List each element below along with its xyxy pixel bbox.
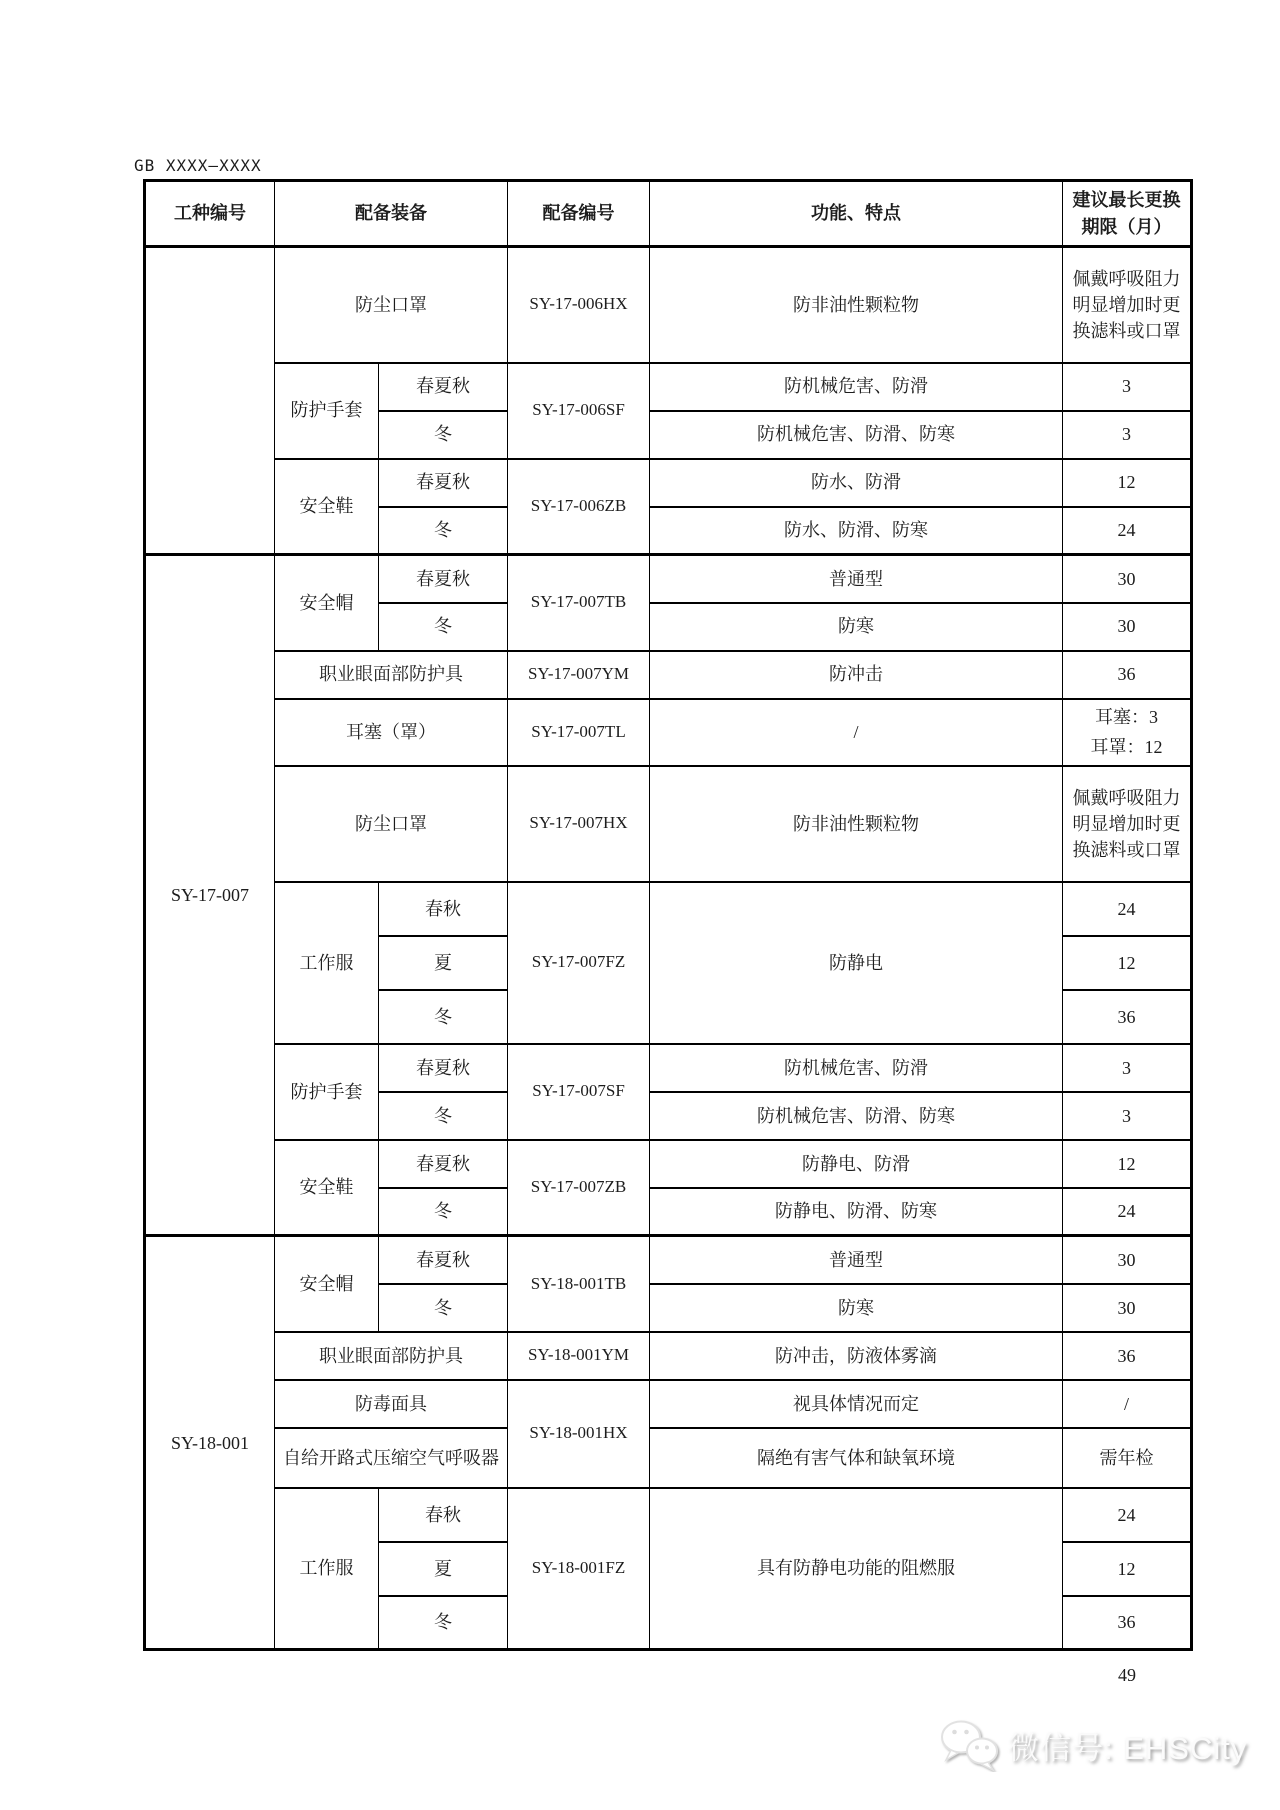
- cell-season: 冬: [379, 1596, 508, 1650]
- cell-equip-code: SY-17-007FZ: [508, 882, 650, 1044]
- cell-season: 夏: [379, 1542, 508, 1596]
- cell-equip-code: SY-17-007TL: [508, 699, 650, 766]
- header-max-period: 建议最长更换期限（月）: [1063, 181, 1192, 247]
- cell-equipment: 耳塞（罩）: [275, 699, 508, 766]
- cell-feature: 防非油性颗粒物: [650, 247, 1063, 363]
- earplug-limit: 耳塞：3: [1095, 706, 1158, 727]
- cell-equip-code: SY-18-001TB: [508, 1236, 650, 1332]
- cell-equip-code: SY-17-007YM: [508, 651, 650, 699]
- cell-season: 夏: [379, 936, 508, 990]
- table-row: [145, 1332, 1192, 1380]
- cell-period: 30: [1063, 555, 1192, 603]
- cell-equip-code: SY-17-007TB: [508, 555, 650, 651]
- cell-equipment: 防护手套: [275, 1044, 379, 1140]
- cell-equipment: 职业眼面部防护具: [275, 1332, 508, 1380]
- table-row: [145, 459, 1192, 507]
- cell-period: /: [1063, 1380, 1192, 1428]
- cell-season: 冬: [379, 1188, 508, 1236]
- cell-season: 冬: [379, 603, 508, 651]
- header-equip-code: 配备编号: [508, 181, 650, 247]
- cell-feature: 防水、防滑: [650, 459, 1063, 507]
- table-row: [145, 1380, 1192, 1428]
- cell-period: 36: [1063, 1596, 1192, 1650]
- cell-season: 冬: [379, 411, 508, 459]
- cell-equipment: 防毒面具: [275, 1380, 508, 1428]
- cell-season: 春夏秋: [379, 1044, 508, 1092]
- earmuff-limit: 耳罩：12: [1090, 737, 1163, 758]
- cell-equipment: 防护手套: [275, 363, 379, 459]
- table-row: [145, 651, 1192, 699]
- cell-period: 3: [1063, 411, 1192, 459]
- cell-period: 30: [1063, 1236, 1192, 1284]
- header-job-code: 工种编号: [145, 181, 275, 247]
- cell-feature: 防寒: [650, 603, 1063, 651]
- cell-period: 36: [1063, 651, 1192, 699]
- table-row: [145, 363, 1192, 411]
- header-features: 功能、特点: [650, 181, 1063, 247]
- cell-equipment: 安全帽: [275, 1236, 379, 1332]
- cell-equipment: 职业眼面部防护具: [275, 651, 508, 699]
- cell-equip-code: SY-18-001FZ: [508, 1488, 650, 1650]
- cell-equip-code: SY-17-007ZB: [508, 1140, 650, 1236]
- cell-period: 3: [1063, 1044, 1192, 1092]
- table-row: [145, 1044, 1192, 1092]
- cell-period: 3: [1063, 1092, 1192, 1140]
- cell-job-code: SY-18-001: [145, 1236, 275, 1650]
- cell-equip-code: SY-17-006SF: [508, 363, 650, 459]
- cell-period: 36: [1063, 990, 1192, 1044]
- cell-period: 24: [1063, 1188, 1192, 1236]
- cell-equip-code: SY-18-001YM: [508, 1332, 650, 1380]
- cell-equip-code: SY-17-007HX: [508, 766, 650, 882]
- cell-season: 春夏秋: [379, 459, 508, 507]
- cell-equipment: 安全帽: [275, 555, 379, 651]
- cell-season: 春夏秋: [379, 1236, 508, 1284]
- table-row: [145, 1140, 1192, 1188]
- cell-feature: 普通型: [650, 555, 1063, 603]
- cell-season: 春秋: [379, 1488, 508, 1542]
- cell-job-code: [145, 247, 275, 555]
- cell-equip-code: SY-17-007SF: [508, 1044, 650, 1140]
- table-row: [145, 699, 1192, 766]
- cell-feature: 防寒: [650, 1284, 1063, 1332]
- cell-equipment: 防尘口罩: [275, 766, 508, 882]
- cell-season: 春夏秋: [379, 363, 508, 411]
- cell-feature: 防机械危害、防滑: [650, 363, 1063, 411]
- cell-feature: 视具体情况而定: [650, 1380, 1063, 1428]
- cell-equipment: 防尘口罩: [275, 247, 508, 363]
- cell-equipment: 工作服: [275, 1488, 379, 1650]
- cell-period: [1063, 699, 1192, 766]
- cell-job-code: SY-17-007: [145, 555, 275, 1236]
- table-row: [145, 247, 1192, 363]
- cell-equip-code: SY-17-006ZB: [508, 459, 650, 555]
- cell-feature: 隔绝有害气体和缺氧环境: [650, 1428, 1063, 1488]
- header-equipment: 配备装备: [275, 181, 508, 247]
- cell-period: 需年检: [1063, 1428, 1192, 1488]
- cell-equipment: 安全鞋: [275, 1140, 379, 1236]
- cell-period: 佩戴呼吸阻力明显增加时更换滤料或口罩: [1063, 766, 1192, 882]
- cell-equip-code: SY-18-001HX: [508, 1380, 650, 1488]
- cell-feature: 防静电、防滑、防寒: [650, 1188, 1063, 1236]
- cell-season: 春夏秋: [379, 555, 508, 603]
- page-number: 49: [1118, 1665, 1136, 1685]
- cell-feature: 防水、防滑、防寒: [650, 507, 1063, 555]
- cell-period: 12: [1063, 1140, 1192, 1188]
- cell-period: 12: [1063, 1542, 1192, 1596]
- cell-period: 36: [1063, 1332, 1192, 1380]
- cell-period: 24: [1063, 1488, 1192, 1542]
- table-row: [145, 766, 1192, 882]
- wechat-watermark: [938, 1718, 1247, 1772]
- cell-period: 24: [1063, 507, 1192, 555]
- table-row: [145, 1428, 1192, 1488]
- cell-equipment: 自给开路式压缩空气呼吸器: [275, 1428, 508, 1488]
- cell-period: 24: [1063, 882, 1192, 936]
- cell-season: 冬: [379, 507, 508, 555]
- cell-season: 冬: [379, 990, 508, 1044]
- cell-feature: 防冲击，防液体雾滴: [650, 1332, 1063, 1380]
- cell-feature: 防冲击: [650, 651, 1063, 699]
- table-row: [145, 882, 1192, 936]
- cell-period: 30: [1063, 603, 1192, 651]
- cell-period: 3: [1063, 363, 1192, 411]
- cell-period: 12: [1063, 936, 1192, 990]
- cell-feature: 防静电: [650, 882, 1063, 1044]
- cell-period: 12: [1063, 459, 1192, 507]
- table-row: [145, 555, 1192, 603]
- table-header-row: [145, 181, 1192, 247]
- cell-equipment: 工作服: [275, 882, 379, 1044]
- cell-season: 春夏秋: [379, 1140, 508, 1188]
- cell-feature: /: [650, 699, 1063, 766]
- cell-season: 冬: [379, 1284, 508, 1332]
- cell-period: 30: [1063, 1284, 1192, 1332]
- cell-season: 春秋: [379, 882, 508, 936]
- cell-equipment: 安全鞋: [275, 459, 379, 555]
- cell-equip-code: SY-17-006HX: [508, 247, 650, 363]
- cell-feature: 防非油性颗粒物: [650, 766, 1063, 882]
- table-row: [145, 1488, 1192, 1542]
- ppe-equipment-table: [143, 179, 1193, 1651]
- table-row: [145, 1236, 1192, 1284]
- wechat-icon: [938, 1718, 1002, 1772]
- cell-feature: 防机械危害、防滑: [650, 1044, 1063, 1092]
- cell-season: 冬: [379, 1092, 508, 1140]
- cell-feature: 具有防静电功能的阻燃服: [650, 1488, 1063, 1650]
- standard-doc-code: GB XXXX—XXXX: [134, 156, 262, 175]
- cell-feature: 防静电、防滑: [650, 1140, 1063, 1188]
- cell-feature: 普通型: [650, 1236, 1063, 1284]
- cell-feature: 防机械危害、防滑、防寒: [650, 411, 1063, 459]
- cell-feature: 防机械危害、防滑、防寒: [650, 1092, 1063, 1140]
- cell-period: 佩戴呼吸阻力明显增加时更换滤料或口罩: [1063, 247, 1192, 363]
- watermark-label: 微信号: EHSCity: [1008, 1730, 1248, 1766]
